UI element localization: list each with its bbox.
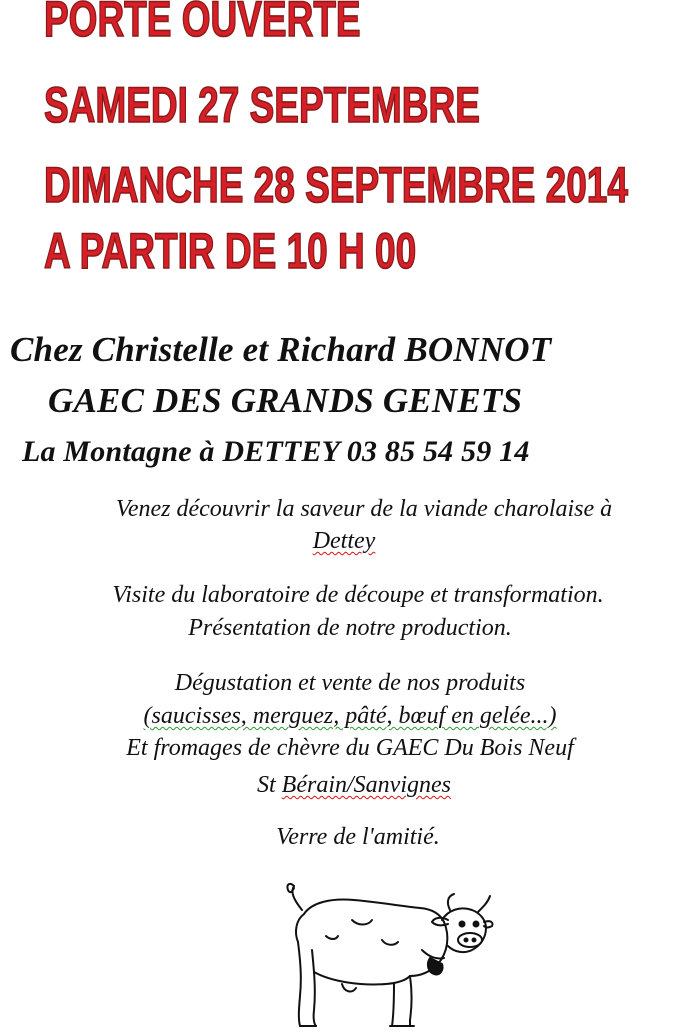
cheese-location xyxy=(4,770,700,801)
open-house-title: PORTE OUVERTE xyxy=(44,0,361,47)
cow-icon xyxy=(282,880,494,1032)
invitation-line-1: Venez découvrir la saveur de la viande charolaise à xyxy=(115,496,613,522)
products-line xyxy=(0,701,700,732)
cheese-line: Et fromages de chèvre du GAEC Du Bois Neuf xyxy=(126,735,574,761)
date-saturday: SAMEDI 27 SEPTEMBRE xyxy=(44,77,480,133)
drinks-line: Verre de l'amitié. xyxy=(276,824,440,850)
host-names: Chez Christelle et Richard BONNOT xyxy=(10,330,552,369)
products-list: (saucisses, merguez, pâté, bœuf en gelée...) xyxy=(143,703,557,729)
village-name: Dettey xyxy=(312,528,376,554)
start-time: A PARTIR DE 10 H 00 xyxy=(44,223,417,279)
cheese-location-towns: Bérain/Sanvignes xyxy=(281,772,451,798)
farm-name: GAEC DES GRANDS GENETS xyxy=(48,381,523,420)
tasting-line: Dégustation et vente de nos produits xyxy=(174,670,526,696)
invitation-line-2 xyxy=(0,526,694,557)
presentation-line: Présentation de notre production. xyxy=(188,615,512,641)
date-sunday: DIMANCHE 28 SEPTEMBRE 2014 xyxy=(44,157,628,213)
visit-line: Visite du laboratoire de découpe et transformation. xyxy=(112,582,604,608)
cheese-location-prefix: St xyxy=(257,772,282,798)
address-phone: La Montagne à DETTEY 03 85 54 59 14 xyxy=(22,435,530,468)
